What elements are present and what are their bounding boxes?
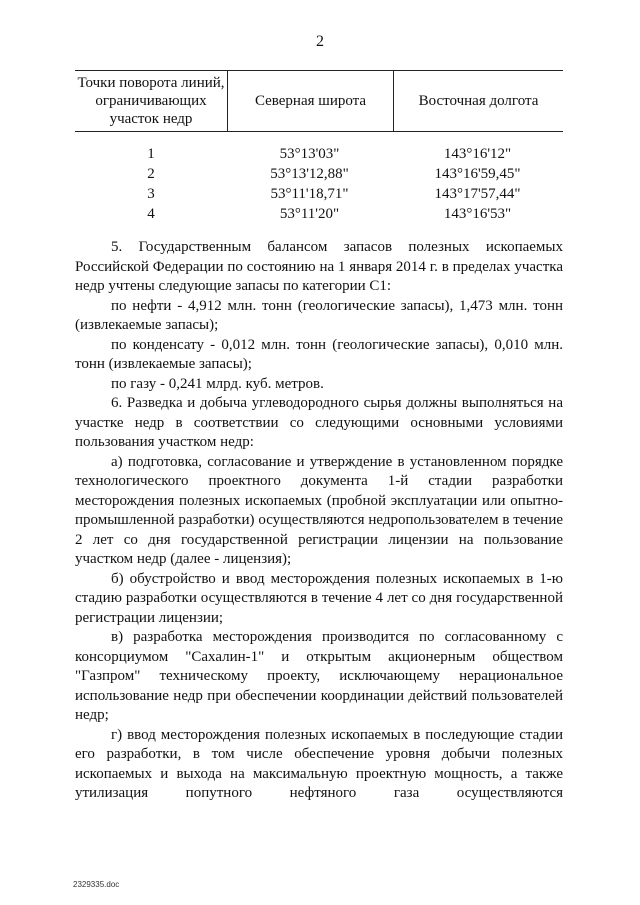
header-longitude: Восточная долгота (418, 93, 539, 109)
paragraph-conditions: 6. Разведка и добыча углеводородного сырья должны выполняться на участке недр в соответствии со следующими основными условиями пользования участком недр: (75, 395, 563, 450)
table-header (75, 70, 563, 132)
table-row (75, 144, 563, 164)
table-row (75, 184, 563, 204)
longitude-value: 143°16'53" (443, 206, 512, 222)
longitude-value: 143°16'12" (443, 146, 512, 162)
paragraph-item-v: в) разработка месторождения производится по согласованному с консорциумом "Сахалин-1" и открытым акционерным обществом "Газпром" техническому проекту, исключающему нерациональное использование недр при обеспечении координации действий пользователей недр; (75, 629, 563, 723)
document-body (75, 238, 563, 804)
point-number: 4 (147, 206, 155, 222)
table-row (75, 164, 563, 184)
longitude-value: 143°17'57,44" (434, 186, 521, 202)
latitude-value: 53°11'18,71" (270, 186, 349, 202)
paragraph-item-a: а) подготовка, согласование и утверждение в установленном порядке технологического проектного документа 1-й стадии разработки месторождения полезных ископаемых (пробной эксплуатации или опытно-промышленной разработки) осуществляются недропользователем в течение 2 лет со дня государственной регистрации лицензии на пользование участком недр (далее - лицензия); (75, 453, 563, 567)
point-number: 1 (147, 146, 155, 162)
coordinates-table (75, 70, 563, 224)
point-number: 3 (147, 186, 155, 202)
latitude-value: 53°13'03" (279, 146, 340, 162)
header-latitude: Северная широта (228, 71, 394, 131)
header-points: Точки поворота линий, ограничивающих участок недр (75, 71, 228, 131)
page-number: 2 (316, 33, 324, 50)
paragraph-item-g: г) ввод месторождения полезных ископаемых в последующие стадии его разработки, в том числе обеспечение уровня добычи полезных ископаемых и выхода на максимальную проектную мощность, а также утилизация попутного нефтяного газа осуществляются (75, 726, 563, 801)
document-filename: 2329335.doc (73, 880, 120, 889)
paragraph-condensate: по конденсату - 0,012 млн. тонн (геологические запасы), 0,010 млн. тонн (извлекаемые запасы); (75, 336, 563, 372)
table-row (75, 204, 563, 224)
paragraph-reserves: 5. Государственным балансом запасов полезных ископаемых Российской Федерации по состоянию на 1 января 2014 г. в пределах участка недр учтены следующие запасы по категории С1: (75, 239, 563, 294)
paragraph-gas: по газу - 0,241 млрд. куб. метров. (111, 375, 324, 392)
paragraph-oil: по нефти - 4,912 млн. тонн (геологические запасы), 1,473 млн. тонн (извлекаемые запасы); (75, 297, 563, 333)
paragraph-item-b: б) обустройство и ввод месторождения полезных ископаемых в 1-ю стадию разработки осуществляются в течение 4 лет со дня государственной регистрации лицензии; (75, 570, 563, 626)
latitude-value: 53°11'20" (279, 206, 340, 222)
longitude-value: 143°16'59,45" (434, 166, 521, 182)
latitude-value: 53°13'12,88" (270, 166, 349, 182)
point-number: 2 (147, 166, 155, 182)
